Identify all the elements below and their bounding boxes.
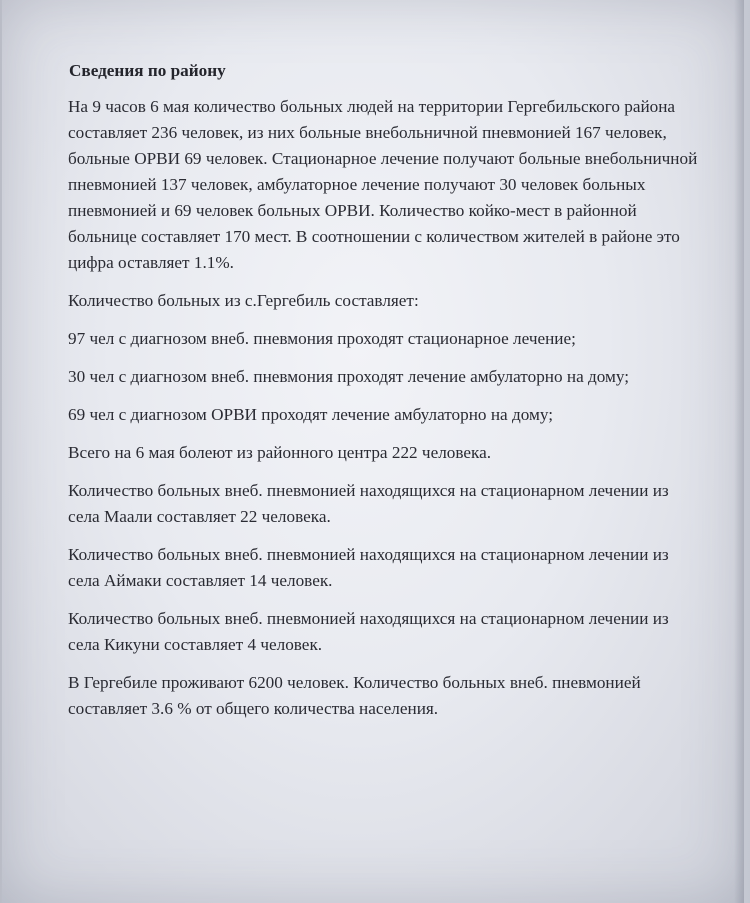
paper-edge-shadow — [734, 0, 744, 903]
paragraph-maali: Количество больных внеб. пневмонией находящихся на стационарном лечении из села Маали составляет 22 человека. — [68, 481, 669, 526]
paragraph-total-center: Всего на 6 мая болеют из районного центра 222 человека. — [68, 443, 492, 462]
paragraph-aimaki: Количество больных внеб. пневмонией находящихся на стационарном лечении из села Аймаки составляет 14 человек. — [68, 545, 669, 590]
paragraph-outpatient-orvi: 69 чел с диагнозом ОРВИ проходят лечение амбулаторно на дому; — [68, 405, 553, 424]
paper-sheet — [2, 0, 744, 903]
paragraph-district-summary: На 9 часов 6 мая количество больных людей на территории Гергебильского района составляет 236 человек, из них больные внебольничной пневмонией 167 человек, больные ОРВИ 69 человек. Стационарное лечение получают больные внебольничной пневмонией 137 человек, амбулаторное лечение получают 30 человек больных пневмонией и 69 человек больных ОРВИ. Количество койко-мест в районной больнице составляет 170 мест. В соотношении с количеством жителей в районе это цифра оставляет 1.1%. — [68, 97, 698, 272]
paragraph-inpatient-pneumonia: 97 чел с диагнозом внеб. пневмония проходят стационарное лечение; — [68, 329, 576, 348]
paragraph-kikuni: Количество больных внеб. пневмонией находящихся на стационарном лечении из села Кикуни составляет 4 человек. — [68, 609, 669, 654]
document-title: Сведения по району — [69, 61, 226, 80]
document-body — [62, 58, 702, 734]
paragraph-outpatient-pneumonia: 30 чел с диагнозом внеб. пневмония проходят лечение амбулаторно на дому; — [68, 367, 630, 386]
paragraph-village-count-intro: Количество больных из с.Гергебиль составляет: — [68, 291, 419, 310]
paragraph-population-share: В Гергебиле проживают 6200 человек. Количество больных внеб. пневмонией составляет 3.6 % от общего количества населения. — [68, 673, 641, 718]
